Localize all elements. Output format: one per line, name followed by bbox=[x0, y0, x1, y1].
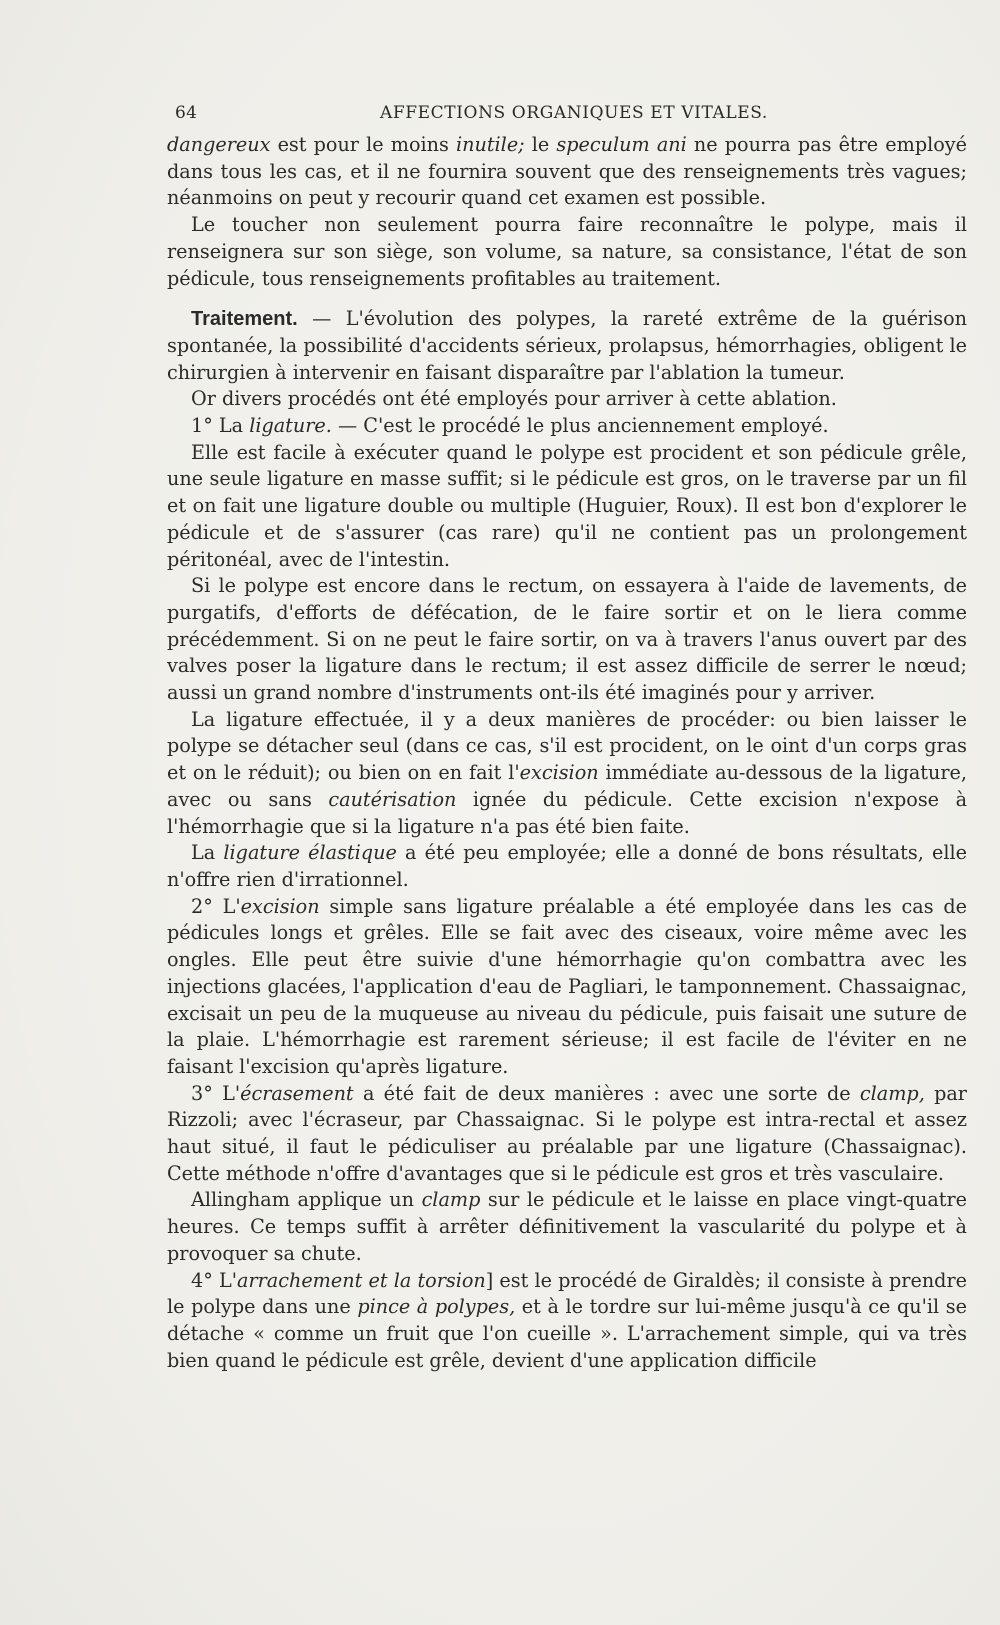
text-run: 4° L' bbox=[191, 1268, 237, 1292]
paragraph: Elle est facile à exécuter quand le polype est procident et son pédicule grêle, une seule ligature en masse suffit; si le pédicule est gros, on le traverse par un fil et on fait une ligature double ou multiple (Huguier, Roux). Il est bon d'explorer le pédicule et de s'assurer (cas rare) qu'il ne contient pas un prolongement péritonéal, avec de l'intestin. bbox=[167, 440, 967, 571]
text-run: La ligature effectuée, il y a deux manières de procéder: ou bien laisser le polype se détacher seul (dans ce cas, s'il est procident, on le oint d'un corps gras et on le réduit); ou bien on en fait l' bbox=[167, 707, 967, 785]
page-number: 64 bbox=[175, 103, 198, 123]
text-run: 2° L' bbox=[191, 894, 241, 918]
italic-text: dangereux bbox=[167, 133, 271, 156]
page-header bbox=[175, 103, 950, 127]
text-run: par Rizzoli; avec l'écraseur, par Chassaignac. Si le polype est intra-rectal et assez haut situé, il faut le pédiculiser au préalable par une ligature (Chassaignac). Cette méthode n'offre d'avantages que si le pédicule est gros et très vasculaire. bbox=[167, 1081, 967, 1185]
text-run: ne pourra pas être employé dans tous les cas, et il ne fournira souvent que des renseignements très vagues; néanmoins on peut y recourir quand cet examen est possible. bbox=[167, 133, 968, 210]
text-run: le bbox=[524, 133, 557, 156]
text-run: a été peu employée; elle a donné de bons résultats, elle n'offre rien d'irrationnel. bbox=[167, 841, 968, 891]
paragraph bbox=[167, 707, 967, 841]
section-heading: Traitement. bbox=[191, 308, 298, 331]
paragraph bbox=[167, 132, 967, 212]
text-run: Allingham applique un bbox=[191, 1188, 422, 1212]
text-run: ignée du pédicule. Cette excision n'expose à l'hémorrhagie que si la ligature n'a pas été bien faite. bbox=[167, 787, 968, 838]
paragraph bbox=[167, 1268, 967, 1375]
text-run: 3° L' bbox=[191, 1081, 241, 1105]
italic-text: arrachement et la torsion bbox=[237, 1268, 486, 1292]
paragraph bbox=[167, 1081, 967, 1188]
text-run: immédiate au-dessous de la ligature, avec ou sans bbox=[167, 761, 967, 811]
italic-text: clamp bbox=[421, 1188, 481, 1212]
italic-text: pince à polypes, bbox=[357, 1295, 516, 1319]
text-run: et à le tordre sur lui-même jusqu'à ce qu'il se détache « comme un fruit que l'on cueille ». L'arrachement simple, qui va très bien quand le pédicule est grêle, devient d'une application difficile bbox=[167, 1295, 967, 1372]
italic-text: speculum ani bbox=[556, 133, 687, 156]
text-run: ] est le procédé de Giraldès; il consiste à prendre le polype dans une bbox=[167, 1268, 967, 1319]
italic-text: ligature. bbox=[249, 414, 332, 438]
italic-text: ligature élastique bbox=[223, 841, 397, 865]
text-run: La bbox=[191, 841, 224, 865]
text-run: est pour le moins bbox=[270, 133, 456, 156]
text-run: 1° La bbox=[191, 414, 250, 438]
paragraph bbox=[167, 1187, 967, 1267]
italic-text: excision bbox=[519, 761, 599, 785]
text-run: sur le pédicule et le laisse en place vingt-quatre heures. Ce temps suffit à arrêter définitivement la vascularité du polype et à provoquer sa chute. bbox=[167, 1188, 967, 1265]
paragraph bbox=[167, 840, 967, 893]
paragraph bbox=[167, 413, 967, 440]
text-run: simple sans ligature préalable a été employée dans les cas de pédicules longs et grêles. Elle se fait avec des ciseaux, voire même avec les ongles. Elle peut être suivie d'une hémorrhagie qu'on combattra avec les injections glacées, l'application d'eau de Pagliari, le tamponnement. Chassaignac, excisait un peu de la muqueuse au niveau du pédicule, puis faisait une suture de la plaie. L'hémorrhagie est rarement sérieuse; il est facile de l'éviter en ne faisant l'excision qu'après ligature. bbox=[167, 894, 968, 1078]
italic-text: excision bbox=[240, 894, 320, 918]
text-run: — C'est le procédé le plus anciennement employé. bbox=[331, 414, 829, 438]
running-title: AFFECTIONS ORGANIQUES ET VITALES. bbox=[380, 103, 768, 123]
text-run: a été fait de deux manières : avec une sorte de bbox=[353, 1081, 860, 1105]
italic-text: cautérisation bbox=[328, 787, 457, 811]
paragraph: Le toucher non seulement pourra faire reconnaître le polype, mais il renseignera sur son siège, son volume, sa nature, sa consistance, l'état de son pédicule, tous renseignements profitables au traitement. bbox=[167, 213, 967, 290]
text-run: — L'évolution des polypes, la rareté extrême de la guérison spontanée, la possibilité d'accidents sérieux, prolapsus, hémorrhagies, obligent le chirurgien à intervenir en faisant disparaître par l'ablation la tumeur. bbox=[167, 307, 967, 384]
body-text bbox=[167, 132, 967, 1374]
paragraph: Si le polype est encore dans le rectum, on essayera à l'aide de lavements, de purgatifs, d'efforts de défécation, de le faire sortir et on le liera comme précédemment. Si on ne peut le faire sortir, on va à travers l'anus ouvert par des valves poser la ligature dans le rectum; il est assez difficile de serrer le nœud; aussi un grand nombre d'instruments ont-ils été imaginés pour y arriver. bbox=[167, 574, 967, 705]
paragraph bbox=[167, 894, 967, 1081]
paragraph bbox=[167, 306, 967, 386]
paragraph: Or divers procédés ont été employés pour arriver à cette ablation. bbox=[191, 387, 837, 411]
italic-text: écrasement bbox=[240, 1081, 354, 1105]
italic-text: clamp, bbox=[859, 1081, 925, 1105]
italic-text: inutile; bbox=[455, 133, 525, 156]
